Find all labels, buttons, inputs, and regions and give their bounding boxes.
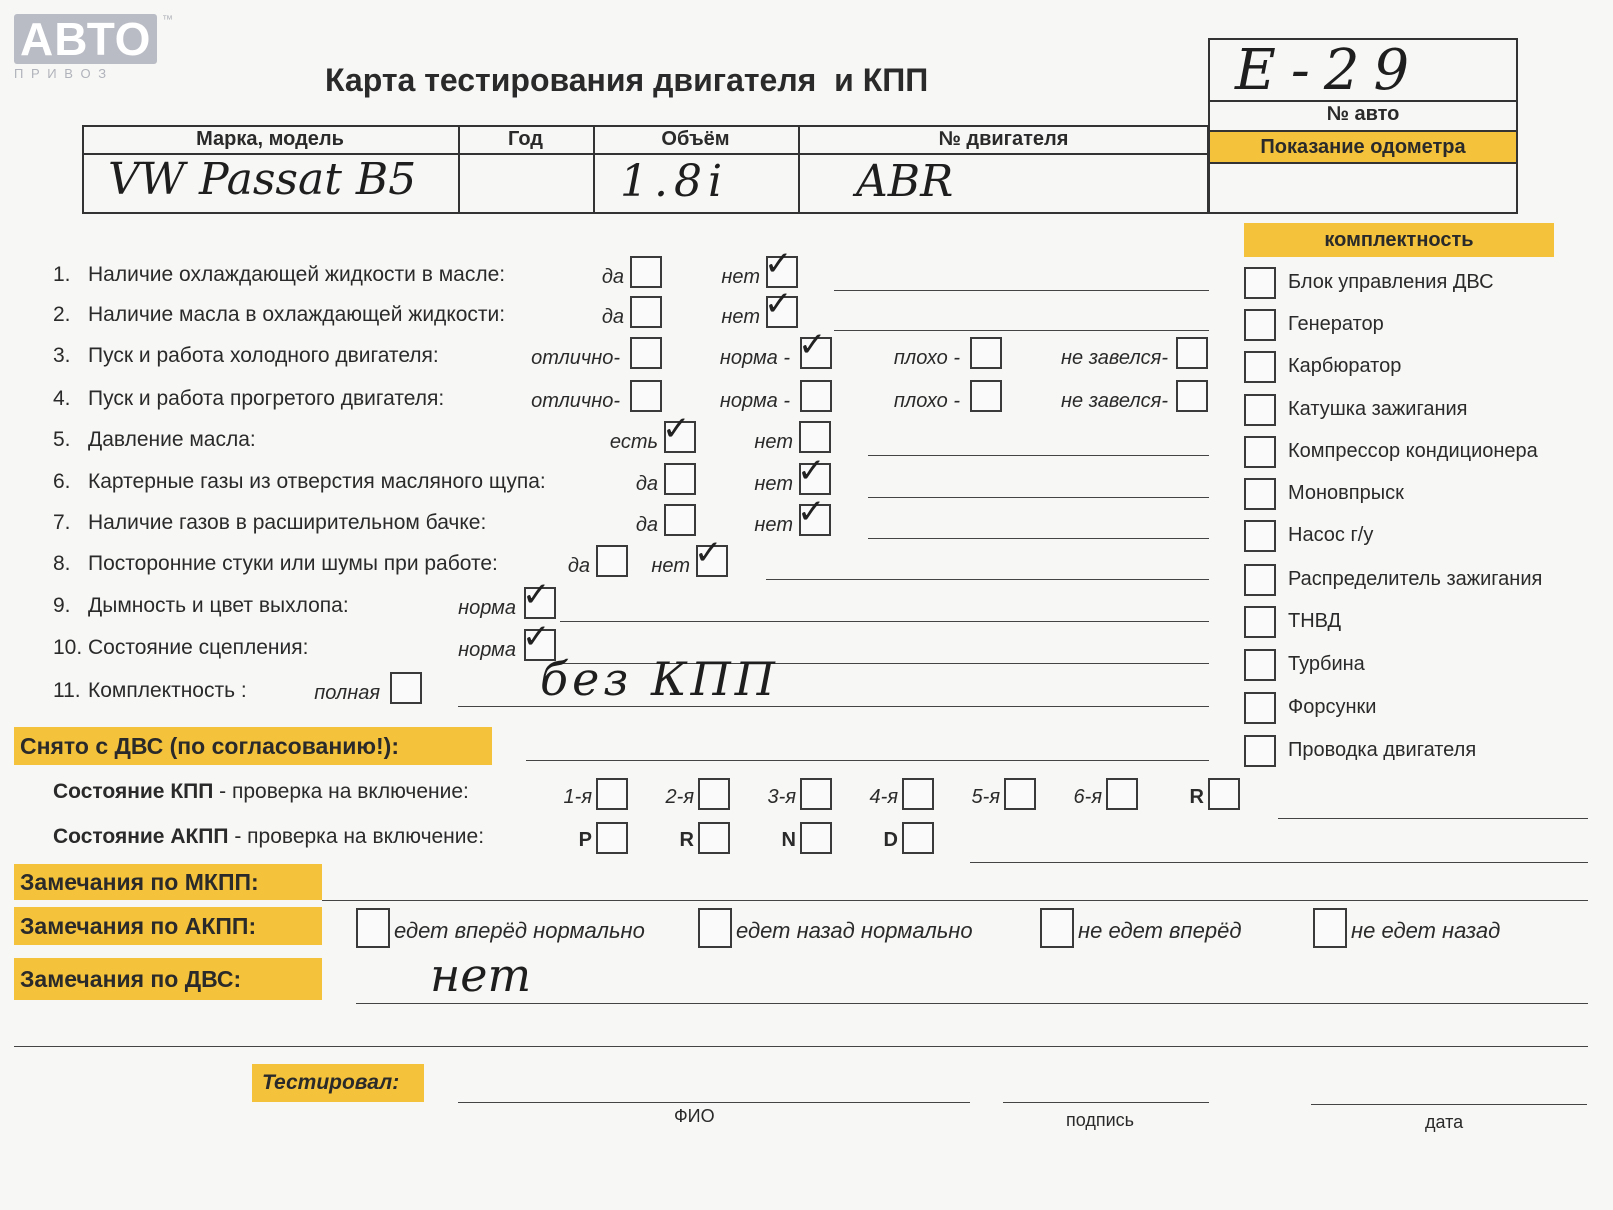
check-mark-icon: ✓ bbox=[522, 575, 551, 615]
completeness-label: Катушка зажигания bbox=[1288, 398, 1468, 420]
option-label: да bbox=[567, 555, 590, 577]
option-label: да bbox=[601, 306, 624, 328]
option-label: отлично- bbox=[531, 347, 620, 369]
akpp-remark-label: едет вперёд нормально bbox=[394, 918, 645, 943]
option-label: да bbox=[601, 266, 624, 288]
item-number: 1. bbox=[53, 263, 71, 286]
item-label: Наличие охлаждающей жидкости в масле: bbox=[88, 263, 506, 286]
engine-value: ABR bbox=[856, 156, 954, 207]
option-checkbox[interactable] bbox=[664, 504, 696, 536]
answer-line bbox=[458, 706, 1209, 707]
completeness-label: Компрессор кондиционера bbox=[1288, 440, 1538, 462]
option-checkbox[interactable] bbox=[630, 296, 662, 328]
akpp-mode-checkbox[interactable] bbox=[596, 822, 628, 854]
option-label: не завелся- bbox=[1061, 347, 1168, 369]
option-label: есть bbox=[609, 431, 658, 453]
option-checkbox[interactable] bbox=[522, 575, 556, 619]
completeness-checkbox[interactable] bbox=[1244, 649, 1276, 681]
option-label: да bbox=[635, 514, 658, 536]
option-checkbox[interactable] bbox=[694, 533, 728, 577]
gear-label: 5-я bbox=[971, 786, 1000, 808]
option-label: не завелся- bbox=[1061, 390, 1168, 412]
completeness-checkbox[interactable] bbox=[1244, 735, 1276, 767]
gear-label: 1-я bbox=[563, 786, 592, 808]
gear-checkbox[interactable] bbox=[596, 778, 628, 810]
akpp-label-rest: - проверка на включение: bbox=[228, 825, 485, 848]
option-checkbox[interactable] bbox=[1176, 337, 1208, 369]
option-label: нет bbox=[721, 266, 760, 288]
item-label: Посторонние стуки или шумы при работе: bbox=[88, 552, 498, 575]
akpp-remark-checkbox[interactable] bbox=[356, 908, 390, 948]
date-line bbox=[1311, 1104, 1587, 1105]
option-label: нет bbox=[754, 431, 793, 453]
option-label: полная bbox=[314, 682, 380, 704]
item-number: 8. bbox=[53, 552, 71, 575]
akpp-line bbox=[970, 862, 1588, 863]
item-number: 10. bbox=[53, 636, 83, 659]
completeness-checkbox[interactable] bbox=[1244, 692, 1276, 724]
gear-label: 4-я bbox=[869, 786, 898, 808]
option-label: да bbox=[635, 473, 658, 495]
fio-line bbox=[458, 1102, 970, 1103]
option-label: плохо - bbox=[893, 390, 960, 412]
option-label: отлично- bbox=[531, 390, 620, 412]
completeness-checkbox[interactable] bbox=[1244, 564, 1276, 596]
akpp-remark-label: не едет вперёд bbox=[1078, 918, 1242, 943]
gear-checkbox[interactable] bbox=[1208, 778, 1240, 810]
completeness-label: Блок управления ДВС bbox=[1288, 271, 1494, 293]
option-label: нет bbox=[754, 514, 793, 536]
item-label: Давление масла: bbox=[88, 428, 256, 451]
item-number: 3. bbox=[53, 344, 71, 367]
answer-line bbox=[868, 538, 1209, 539]
remarks-mkpp-label: Замечания по МКПП: bbox=[14, 864, 322, 900]
completeness-label: Моновпрыск bbox=[1288, 482, 1404, 504]
item-label: Картерные газы из отверстия масляного щупа: bbox=[88, 470, 546, 493]
completeness-label: Распределитель зажигания bbox=[1288, 568, 1543, 590]
option-label: плохо - bbox=[893, 347, 960, 369]
akpp-mode-label: P bbox=[578, 829, 592, 851]
completeness-label: Карбюратор bbox=[1288, 355, 1402, 377]
akpp-mode-label: N bbox=[781, 829, 796, 851]
option-checkbox[interactable] bbox=[970, 337, 1002, 369]
check-mark-icon: ✓ bbox=[522, 617, 551, 657]
logo-tm: ™ bbox=[162, 14, 173, 26]
akpp-mode-label: R bbox=[679, 829, 694, 851]
gear-checkbox[interactable] bbox=[1004, 778, 1036, 810]
remarks-dvs-line bbox=[356, 1003, 1588, 1004]
item-number: 2. bbox=[53, 303, 71, 326]
akpp-mode-label: D bbox=[883, 829, 898, 851]
gear-label: 2-я bbox=[665, 786, 694, 808]
completeness-checkbox[interactable] bbox=[1244, 520, 1276, 552]
completeness-checkbox[interactable] bbox=[1244, 436, 1276, 468]
item-label: Дымность и цвет выхлопа: bbox=[88, 594, 349, 617]
option-checkbox[interactable] bbox=[390, 672, 422, 704]
item-label: Наличие масла в охлаждающей жидкости: bbox=[88, 303, 506, 326]
tested-by-label bbox=[252, 1064, 424, 1102]
option-checkbox[interactable] bbox=[664, 463, 696, 495]
completeness-label: Турбина bbox=[1288, 653, 1365, 675]
item-label: Пуск и работа прогретого двигателя: bbox=[88, 387, 445, 410]
check-mark-icon: ✓ bbox=[662, 409, 691, 449]
akpp-remark-checkbox[interactable] bbox=[1313, 908, 1347, 948]
akpp-remark-checkbox[interactable] bbox=[698, 908, 732, 948]
item-label: Пуск и работа холодного двигателя: bbox=[88, 344, 439, 367]
option-checkbox[interactable] bbox=[630, 256, 662, 288]
auto-number-divider bbox=[1208, 100, 1518, 102]
header-col-model: Марка, модель bbox=[196, 128, 344, 150]
option-checkbox[interactable] bbox=[1176, 380, 1208, 412]
remarks-mkpp-line bbox=[322, 900, 1588, 901]
option-label: нет bbox=[754, 473, 793, 495]
remarks-akpp-label: Замечания по АКПП: bbox=[14, 907, 322, 945]
kpp-label-bold: Состояние КПП bbox=[53, 780, 214, 803]
option-checkbox[interactable] bbox=[797, 492, 831, 536]
item-number: 7. bbox=[53, 511, 71, 534]
gear-checkbox[interactable] bbox=[902, 778, 934, 810]
option-label: норма bbox=[458, 639, 516, 661]
completeness-checkbox[interactable] bbox=[1244, 351, 1276, 383]
option-label: нет bbox=[651, 555, 690, 577]
date-label: дата bbox=[1425, 1112, 1464, 1132]
check-mark-icon: ✓ bbox=[798, 325, 827, 365]
check-mark-icon: ✓ bbox=[797, 451, 826, 491]
gear-label: 6-я bbox=[1073, 786, 1102, 808]
kpp-label-rest: - проверка на включение: bbox=[213, 780, 469, 803]
gear-checkbox[interactable] bbox=[698, 778, 730, 810]
remarks-dvs-note: нет bbox=[430, 948, 532, 1002]
kpp-label bbox=[53, 780, 469, 804]
sign-label: подпись bbox=[1066, 1110, 1135, 1130]
header-col-volume: Объём bbox=[661, 128, 730, 150]
tested-by-label-text: Тестировал: bbox=[262, 1071, 400, 1094]
odometer-label: Показание одометра bbox=[1210, 130, 1516, 164]
kpp-line bbox=[1278, 818, 1588, 819]
item-number: 6. bbox=[53, 470, 71, 493]
item-number: 4. bbox=[53, 387, 71, 410]
option-checkbox[interactable] bbox=[764, 284, 798, 328]
option-checkbox[interactable] bbox=[662, 409, 696, 453]
answer-line bbox=[868, 455, 1209, 456]
answer-line bbox=[560, 621, 1209, 622]
item-number: 11. bbox=[53, 679, 81, 702]
removed-label: Снято с ДВС (по согласованию!): bbox=[14, 727, 492, 765]
option-label: норма bbox=[458, 597, 516, 619]
answer-line bbox=[868, 497, 1209, 498]
item-number: 5. bbox=[53, 428, 71, 451]
check-mark-icon: ✓ bbox=[797, 492, 826, 532]
completeness-checkbox[interactable] bbox=[1244, 606, 1276, 638]
completeness-note: без КПП bbox=[540, 652, 779, 706]
completeness-label: ТНВД bbox=[1288, 610, 1342, 632]
option-label: норма - bbox=[719, 347, 790, 369]
answer-line bbox=[834, 330, 1209, 331]
answer-line bbox=[766, 579, 1209, 580]
sign-line bbox=[1003, 1102, 1209, 1103]
completeness-checkbox[interactable] bbox=[1244, 267, 1276, 299]
logo-sub: П Р И В О З bbox=[14, 66, 109, 81]
akpp-label bbox=[53, 825, 484, 849]
option-label: норма - bbox=[719, 390, 790, 412]
akpp-remark-checkbox[interactable] bbox=[1040, 908, 1074, 948]
gear-label: 3-я bbox=[767, 786, 796, 808]
akpp-remark-label: не едет назад bbox=[1351, 918, 1501, 943]
option-label: нет bbox=[721, 306, 760, 328]
gear-checkbox[interactable] bbox=[800, 778, 832, 810]
akpp-mode-checkbox[interactable] bbox=[800, 822, 832, 854]
gear-checkbox[interactable] bbox=[1106, 778, 1138, 810]
volume-value: 1.8i bbox=[620, 156, 729, 207]
completeness-checkbox[interactable] bbox=[1244, 309, 1276, 341]
auto-number-handwritten: E-29 bbox=[1235, 38, 1424, 103]
completeness-title: комплектность bbox=[1244, 223, 1554, 257]
item-number: 9. bbox=[53, 594, 71, 617]
item-label: Наличие газов в расширительном бачке: bbox=[88, 511, 487, 534]
option-checkbox[interactable] bbox=[797, 451, 831, 495]
remarks-extra-line bbox=[14, 1046, 1588, 1047]
option-checkbox[interactable] bbox=[799, 421, 831, 453]
completeness-label: Генератор bbox=[1288, 313, 1384, 335]
gear-label: R bbox=[1189, 786, 1204, 808]
option-checkbox[interactable] bbox=[970, 380, 1002, 412]
logo bbox=[14, 13, 173, 81]
check-mark-icon: ✓ bbox=[764, 284, 793, 324]
akpp-mode-checkbox[interactable] bbox=[698, 822, 730, 854]
completeness-label: Форсунки bbox=[1288, 696, 1377, 718]
akpp-remark-label: едет назад нормально bbox=[736, 918, 973, 943]
logo-main: АВТО bbox=[14, 14, 157, 64]
completeness-label: Насос г/у bbox=[1288, 524, 1374, 546]
fio-label: ФИО bbox=[674, 1106, 715, 1126]
header-col-year: Год bbox=[508, 128, 543, 150]
removed-line bbox=[526, 760, 1209, 761]
model-value: VW Passat B5 bbox=[108, 154, 417, 205]
akpp-label-bold: Состояние АКПП bbox=[53, 825, 229, 848]
akpp-mode-checkbox[interactable] bbox=[902, 822, 934, 854]
answer-line bbox=[834, 290, 1209, 291]
remarks-dvs-label: Замечания по ДВС: bbox=[14, 958, 322, 1000]
page-title: Карта тестирования двигателя и КПП bbox=[325, 62, 929, 98]
auto-number-label: № авто bbox=[1326, 103, 1400, 125]
item-label: Состояние сцепления: bbox=[88, 636, 309, 659]
completeness-checkbox[interactable] bbox=[1244, 478, 1276, 510]
header-col-engine: № двигателя bbox=[938, 128, 1069, 150]
check-mark-icon: ✓ bbox=[694, 533, 723, 573]
completeness-checkbox[interactable] bbox=[1244, 394, 1276, 426]
check-mark-icon: ✓ bbox=[764, 244, 793, 284]
item-label: Комплектность : bbox=[88, 679, 247, 702]
completeness-label: Проводка двигателя bbox=[1288, 739, 1477, 761]
